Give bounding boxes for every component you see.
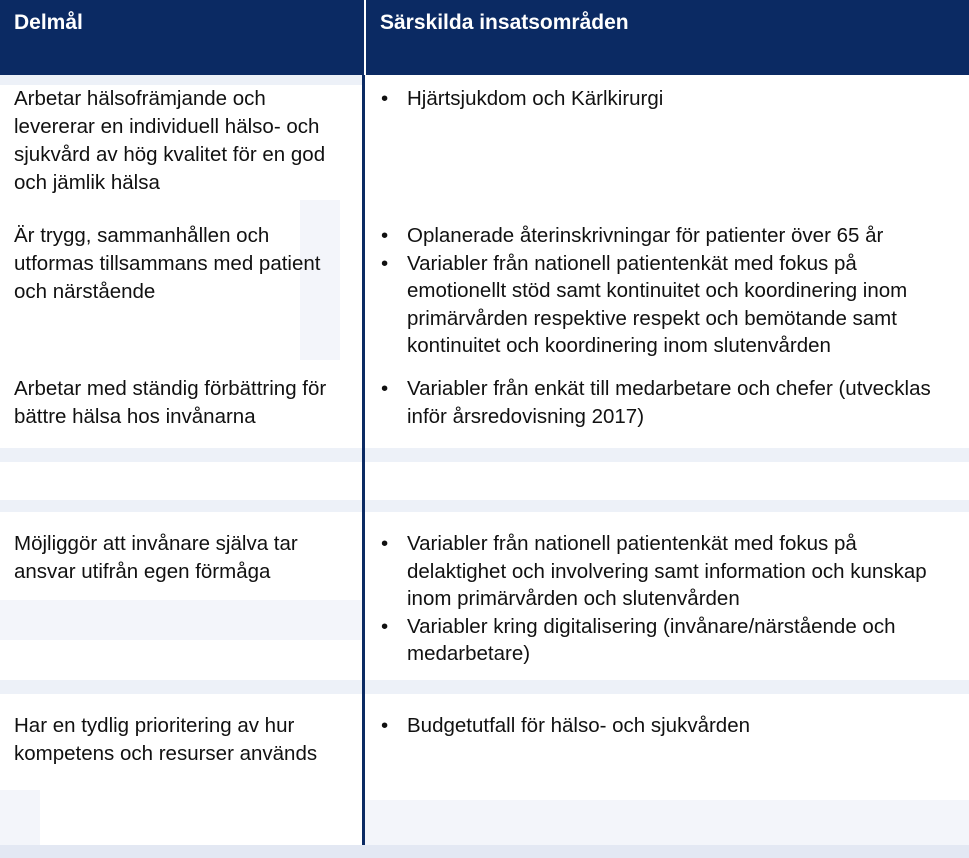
background-band [365,800,969,845]
header-delmal: Delmål [14,11,83,34]
areas-cell [365,85,969,113]
areas-cell [365,375,969,430]
list-item: • Variabler från nationell patientenkät med fokus på delaktighet och involvering samt information och kunskap inom primärvården och slutenvården [379,530,959,613]
table-header [0,0,969,75]
background-band [365,680,969,694]
areas-cell [365,530,969,668]
list-item: • Variabler från nationell patientenkät med fokus på emotionellt stöd samt kontinuitet och koordinering inom primärvården respektive respekt och bemötande samt kontinuitet och koordinering inom slutenvården [379,250,959,360]
background-band [0,790,40,845]
background-band [0,500,362,512]
background-band [0,75,362,85]
list-item: • Hjärtsjukdom och Kärlkirurgi [379,85,959,113]
goal-cell: Är trygg, sammanhållen och utformas tillsammans med patient och närstående [14,224,321,303]
background-band [0,448,362,462]
list-item: • Oplanerade återinskrivningar för patienter över 65 år [379,222,959,250]
goal-cell: Arbetar med ständig förbättring för bättre hälsa hos invånarna [14,377,327,428]
table-bottom-band [0,845,969,858]
goal-cell: Arbetar hälsofrämjande och levererar en individuell hälso- och sjukvård av hög kvalitet för en god och jämlik hälsa [14,87,326,194]
goal-cell: Har en tydlig prioritering av hur kompetens och resurser används [14,714,318,765]
list-item: • Variabler kring digitalisering (invånare/närstående och medarbetare) [379,613,959,668]
background-band [0,680,362,694]
areas-cell [365,222,969,360]
background-band [365,500,969,512]
background-band [365,448,969,462]
areas-cell [365,712,969,740]
list-item: • Budgetutfall för hälso- och sjukvården [379,712,959,740]
background-band [0,600,362,640]
list-item: • Variabler från enkät till medarbetare och chefer (utvecklas inför årsredovisning 2017) [379,375,959,430]
column-divider [362,75,365,858]
goal-cell: Möjliggör att invånare själva tar ansvar utifrån egen förmåga [14,532,298,583]
header-insatsomraden: Särskilda insatsområden [364,0,969,75]
